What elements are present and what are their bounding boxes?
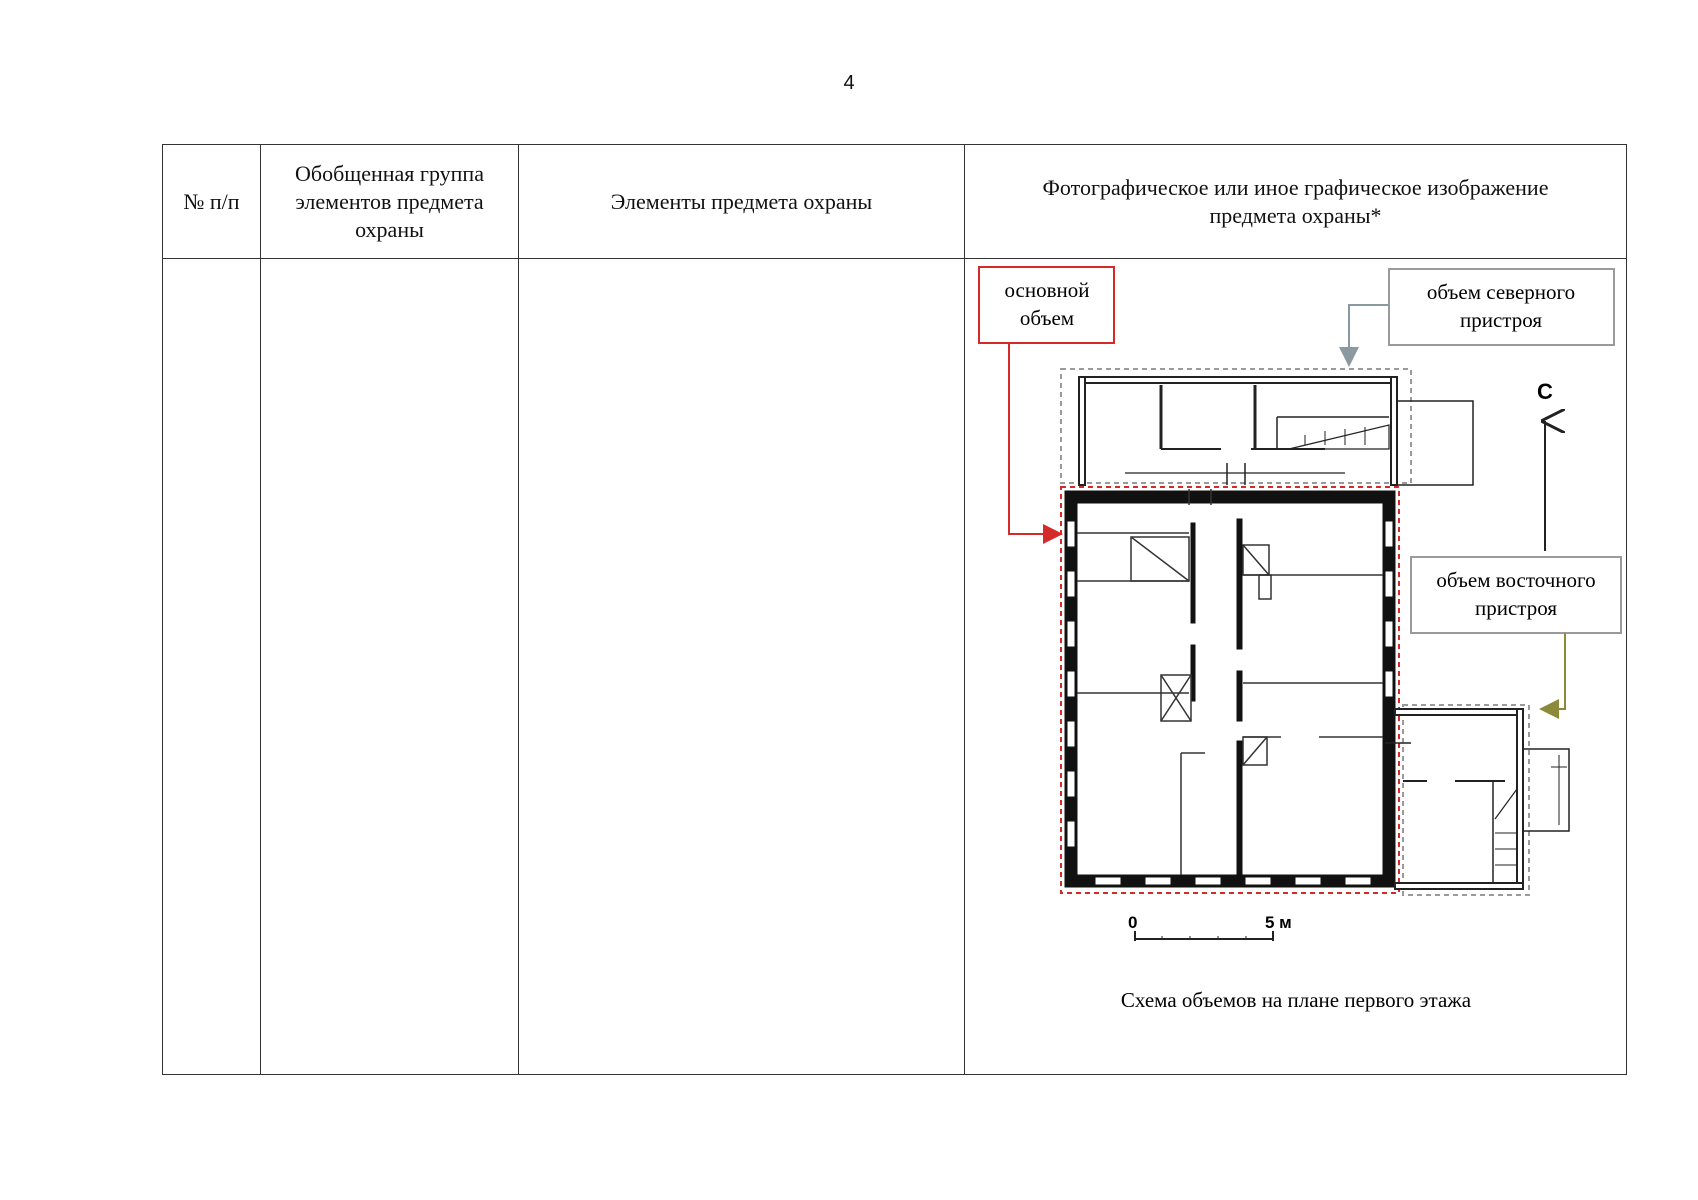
label-north-line2: пристроя xyxy=(1460,308,1542,332)
leader-east xyxy=(1533,633,1565,707)
cell-group xyxy=(261,259,519,1075)
leader-north xyxy=(1349,305,1389,365)
page-number: 4 xyxy=(843,72,855,94)
cell-image xyxy=(965,259,1627,1075)
scale-bar xyxy=(1135,931,1273,941)
main-volume-outline xyxy=(1061,487,1399,893)
north-label: С xyxy=(1537,379,1553,404)
east-annex-plan xyxy=(1385,709,1569,889)
label-main-line1: основной xyxy=(1004,278,1090,302)
table-row xyxy=(163,259,1627,1075)
cell-number xyxy=(163,259,261,1075)
north-annex-outline xyxy=(1061,369,1411,483)
main-volume-partitions xyxy=(1077,489,1383,875)
header-image: Фотографическое или иное графическое изображение предмета охраны* xyxy=(965,145,1627,259)
east-annex-outline xyxy=(1403,705,1529,895)
leader-east-line xyxy=(1541,633,1565,709)
cell-elements xyxy=(519,259,965,1075)
header-number: № п/п xyxy=(163,145,261,259)
protection-table xyxy=(162,144,1627,1075)
header-group: Обобщенная группа элементов предмета охраны xyxy=(261,145,519,259)
main-volume-plan xyxy=(1065,491,1395,887)
label-main-line2: объем xyxy=(1019,306,1075,330)
floor-plan-scheme xyxy=(965,259,1627,1074)
scale-start: 0 xyxy=(1128,913,1138,932)
leader-main xyxy=(1009,343,1061,534)
header-elements: Элементы предмета охраны xyxy=(519,145,965,259)
label-east-line1: объем восточного xyxy=(1436,568,1596,592)
table-header-row xyxy=(163,145,1627,259)
north-annex-plan xyxy=(1079,377,1473,485)
label-north-line1: объем северного xyxy=(1426,280,1576,304)
scale-end: 5 м xyxy=(1265,913,1292,932)
plan-caption: Схема объемов на плане первого этажа xyxy=(1120,988,1472,1012)
label-east-line2: пристроя xyxy=(1475,596,1557,620)
